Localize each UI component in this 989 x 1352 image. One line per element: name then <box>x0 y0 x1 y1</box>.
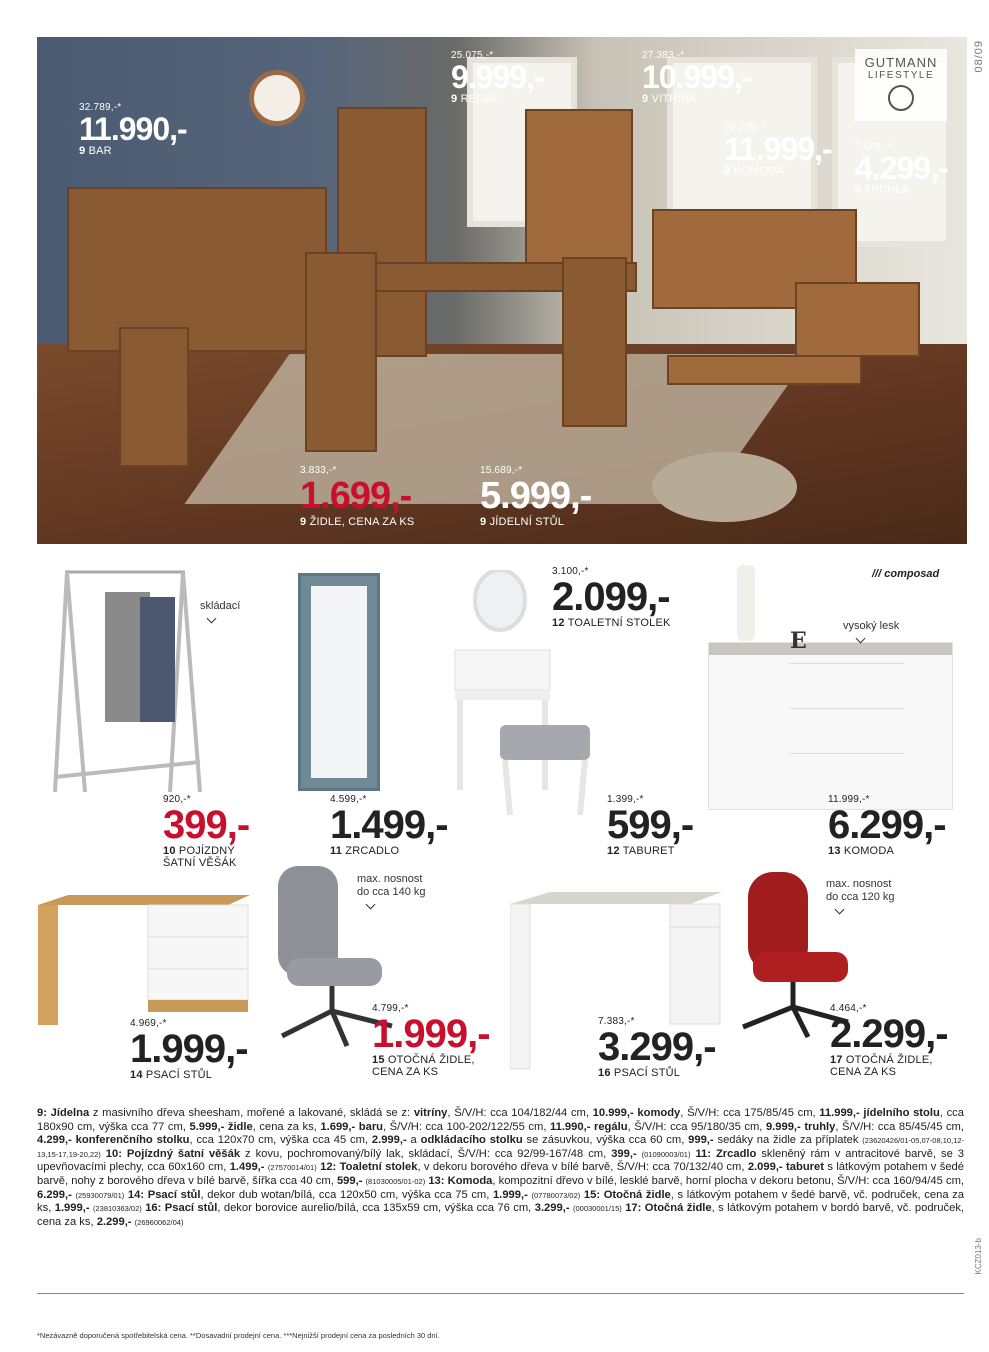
price-vitrina: 27.383,-* 10.999,- 9 VITRÍNA <box>642 50 752 105</box>
description-bold-run: 11: Zrcadlo <box>695 1147 757 1160</box>
letter-e-decor-image: E <box>790 628 807 654</box>
description-bold-run: 9: Jídelna <box>37 1107 90 1119</box>
description-bold-run: 14: Psací stůl <box>127 1188 201 1201</box>
description-text-run: se zásuvkou, výška cca 60 cm, <box>522 1134 689 1147</box>
footnote: *Nezávazně doporučená spotřebitelská cena. **Dosavadní prodejní cena. ***Nejnižší prodejní cena za posledních 30 dní. <box>37 1331 440 1340</box>
chevron-down-icon <box>856 634 866 644</box>
desk-wotan-image <box>38 895 250 1025</box>
description-bold-run: 15: Otočná židle <box>583 1188 671 1201</box>
description-bold-run: 1.999,- <box>54 1202 90 1215</box>
description-bold-run: 6.299,- <box>37 1188 72 1201</box>
description-text-run: , Š/V/H: cca 175/85/45 cm, <box>680 1107 820 1119</box>
description-bold-run: 12: Toaletní stolek <box>320 1161 418 1174</box>
description-bold-run: 11.990,- regálu <box>550 1120 628 1133</box>
chevron-down-icon <box>835 905 845 915</box>
description-bold-run: 2.999,- <box>371 1134 407 1147</box>
price-zidle: 3.833,-* 1.699,- 9 ŽIDLE, CENA ZA KS <box>300 465 415 528</box>
sideboard-image <box>708 642 953 810</box>
price-psaci-stul-16: 7.383,-* 3.299,- 16 PSACÍ STŮL <box>598 1016 716 1079</box>
note-skladaci: skládací <box>200 600 240 626</box>
side-table-image <box>119 327 189 467</box>
price-otocna-zidle-17: 4.464,-* 2.299,- 17 OTOČNÁ ŽIDLE, CENA ZA KS <box>830 1003 948 1078</box>
price-komoda-9: 29.229,-* 11.999,- 9 KOMODA <box>724 122 832 177</box>
description-text-run: z masivního dřeva sheesham, mořené a lakované, skládá se z: <box>89 1107 414 1119</box>
description-product-code: (27570014/01) <box>267 1163 317 1173</box>
chevron-down-icon <box>366 900 376 910</box>
description-text-run: , Š/V/H: cca 104/182/44 cm, <box>447 1107 593 1119</box>
description-text-run: , v dekoru borovéhо dřeva v bílé barvě, Š/V/H: cca 70/132/40 cm, <box>417 1161 748 1174</box>
description-product-code: (23620426/01-05,07-08,10,12-13,15-17,19-20,22) <box>37 1136 964 1159</box>
description-bold-run: vitríny <box>413 1107 448 1119</box>
coffee-table-image <box>667 355 862 385</box>
clock-image <box>249 70 305 126</box>
description-text-run: sedáky na židle za příplatek <box>713 1134 863 1147</box>
description-product-code: (01090003/01) <box>641 1149 691 1159</box>
description-bold-run: odkládacího stolku <box>420 1134 523 1147</box>
product-description <box>37 1107 964 1229</box>
description-product-code: (07780073/02) <box>531 1190 581 1200</box>
clothes-rack-image <box>45 567 205 807</box>
description-product-code: (81030005/01-02) <box>365 1176 426 1186</box>
description-text-run: s látkovým potahem v šedé barvě, nohy z borovéhо dřeva v bílé barvě, šířka cca 40 cm, <box>37 1161 965 1187</box>
chair-image <box>305 252 377 452</box>
description-bold-run: 17: Otočná židle <box>625 1202 712 1215</box>
bar-furniture-image <box>67 187 327 352</box>
description-bold-run: 3.299,- <box>534 1202 570 1215</box>
description-bold-run: 1.999,- <box>493 1188 528 1201</box>
price-psaci-stul-14: 4.969,-* 1.999,- 14 PSACÍ STŮL <box>130 1018 248 1081</box>
description-product-code: (26960062/04) <box>134 1217 184 1227</box>
description-bold-run: 999,- <box>688 1134 714 1147</box>
note-nosnost-140: max. nosnost do cca 140 kg <box>357 873 426 912</box>
description-text-run: , s látkovým potahem v šedé barvě, vč. područek, cena za ks, <box>37 1188 964 1215</box>
price-truhla: 7.699,-* 4.299,- 9 TRUHLA <box>855 141 948 196</box>
description-text-run: a <box>406 1134 421 1147</box>
description-product-code: (00030001/15) <box>572 1204 622 1214</box>
price-regal: 25.075,-* 9.999,- 9 REGÁL <box>451 50 544 105</box>
description-bold-run: 9.999,- truhly <box>765 1120 836 1133</box>
composad-logo: /// composad <box>872 568 940 580</box>
description-text-run: , dekor borovice aurelio/bílá, cca 135x59 cm, výška cca 76 cm, <box>217 1202 535 1215</box>
description-bold-run: 599,- <box>336 1174 363 1187</box>
description-bold-run: 13: Komoda <box>428 1174 493 1187</box>
price-otocna-zidle-15: 4.799,-* 1.999,- 15 OTOČNÁ ŽIDLE, CENA ZA KS <box>372 1003 490 1078</box>
description-bold-run: 4.299,- konferenčního stolku <box>37 1134 190 1147</box>
description-text-run: , Š/V/H: cca 85/45/45 cm, <box>835 1120 964 1133</box>
description-bold-run: 2.299,- <box>96 1215 132 1228</box>
description-text-run: , cena za ks, <box>252 1120 321 1133</box>
description-text-run: z kovu, pochromovaný/bílý lak, skládací, Š/V/H: cca 92/99-167/48 cm, <box>240 1147 612 1160</box>
description-bold-run: 11.999,- jídelního stolu <box>819 1107 940 1119</box>
chair-image <box>562 257 627 427</box>
note-vysoky-lesk: vysoký lesk <box>843 620 899 646</box>
description-bold-run: 1.699,- baru <box>320 1120 384 1133</box>
description-text-run: , kompozitní dřevo v bílé, lesklé barvě, horní plocha v dekoru betonu, Š/V/H: cca 160/94/45 cm, <box>492 1174 964 1187</box>
description-bold-run: 5.999,- židle <box>189 1120 253 1133</box>
description-product-code: (23810363/02) <box>92 1204 142 1214</box>
price-bar: 32.789,-* 11.990,- 9 BAR <box>79 102 187 157</box>
vitrine-furniture-image <box>525 109 633 271</box>
gutmann-lifestyle-logo: GUTMANN LIFESTYLE <box>855 49 947 121</box>
price-vesak: 920,-* 399,- 10 POJÍZDNÝ ŠATNÍ VĚŠÁK <box>163 794 250 869</box>
description-bold-run: 2.099,- taburet <box>747 1161 824 1174</box>
description-bold-run: 399,- <box>611 1147 637 1160</box>
description-text-run: skleněný rám v antracitové barvě, se 3 upevňovacími plechy, cca 60x160 cm, <box>37 1147 964 1174</box>
note-nosnost-120: max. nosnost do cca 120 kg <box>826 878 895 917</box>
price-komoda-13: 11.999,-* 6.299,- 13 KOMODA <box>828 794 946 857</box>
description-text-run: , s látkovým potahem v bordó barvě, vč. područek, cena za ks, <box>37 1202 965 1228</box>
side-code: KCZ013-b <box>974 1238 983 1275</box>
description-text-run: , Š/V/H: cca 100-202/122/55 cm, <box>383 1120 550 1133</box>
description-text-run: , dekor dub wotan/bílá, cca 120x50 cm, výška cca 75 cm, <box>200 1188 493 1201</box>
divider <box>37 1293 964 1294</box>
page-number: 08/09 <box>973 40 985 73</box>
pouf-image <box>652 452 797 522</box>
description-text-run: , cca 180x90 cm, výška cca 77 cm, <box>37 1107 964 1133</box>
mirror-image <box>298 573 380 791</box>
price-jidelni-stul: 15.689,-* 5.999,- 9 JÍDELNÍ STŮL <box>480 465 592 528</box>
description-bold-run: 10.999,- komody <box>592 1107 681 1119</box>
vase-image <box>737 565 755 641</box>
price-toaletni-stolek: 3.100,-* 2.099,- 12 TOALETNÍ STOLEK <box>552 566 671 629</box>
description-product-code: (25930079/01) <box>75 1190 125 1200</box>
description-text-run: , cca 120x70 cm, výška cca 45 cm, <box>189 1134 372 1147</box>
tree-icon <box>888 85 914 111</box>
chest-furniture-image <box>795 282 920 357</box>
price-zrcadlo: 4.599,-* 1.499,- 11 ZRCADLO <box>330 794 448 857</box>
description-bold-run: 16: Psací stůl <box>145 1202 218 1215</box>
price-taburet: 1.399,-* 599,- 12 TABURET <box>607 794 694 857</box>
description-bold-run: 10: Pojízdný šatní věšák <box>105 1147 241 1160</box>
chevron-down-icon <box>207 614 217 624</box>
description-bold-run: 1.499,- <box>229 1161 265 1174</box>
description-text-run: , Š/V/H: cca 95/180/35 cm, <box>627 1120 766 1133</box>
